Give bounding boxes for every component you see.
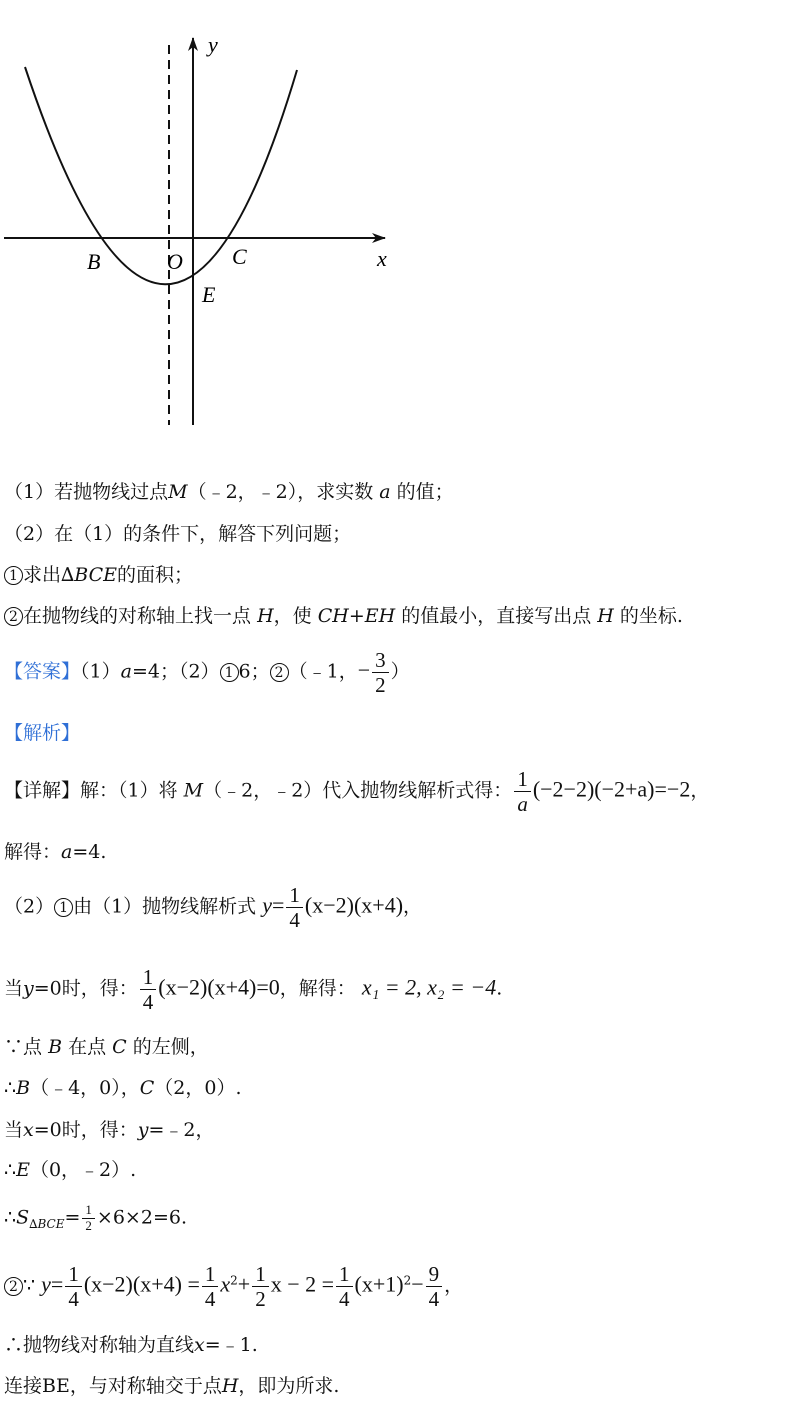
x-zero-line: 当x=0时，得：y=﹣2， <box>4 1119 215 1141</box>
question-1: （1）若抛物线过点M（﹣2，﹣2），求实数 a 的值； <box>4 481 454 503</box>
answer-tag: 【答案】 <box>4 660 81 683</box>
area-line: $\therefore S_{\Delta BCE}=$ $\frac{1}{2}$ ×6×2=6. <box>4 1202 187 1233</box>
vertex-form-line: 2 ∵ y= $\frac{1}{4}$ (x−2)(x+4) = $\frac{1}{4}$ $x^2+$ $\frac{1}{2}$ x − 2 = $\frac{1}{4}$ $(x+1)^2-$ $\frac{9}{4}$ ， <box>4 1262 463 1311</box>
fraction: $\frac{1}{4}$ <box>140 965 157 1014</box>
parabola-graph <box>0 0 404 440</box>
circled-number: 2 <box>4 1277 23 1296</box>
fraction: $\frac{1}{a}$ <box>514 767 531 816</box>
b-c-coords-line: ∴B（﹣4，0），C（2，0）. <box>4 1077 242 1099</box>
circled-number: 1 <box>220 663 239 682</box>
fraction: $\frac{1}{2}$ <box>82 1203 95 1234</box>
fraction: $\frac{1}{2}$ <box>252 1262 269 1311</box>
formula-line: （2） 1 由（1）抛物线解析式 y= $\frac{1}{4}$ (x−2)(x+4)， <box>4 883 423 933</box>
question-2-part-2: 2 在抛物线的对称轴上找一点 H，使 CH+EH 的值最小，直接写出点 H 的坐标. <box>4 607 683 626</box>
answer-line: 【答案】（1）a=4；（2） 1 6； 2 （﹣1，− $\frac{3}{2}$ ） <box>4 648 410 698</box>
roots-line: 当y=0时，得： $\frac{1}{4}$ (x−2)(x+4)=0，解得： x₁ = 2, x₂ = −4. <box>4 965 503 1015</box>
circled-number: 1 <box>54 898 73 917</box>
fraction: $\frac{1}{4}$ <box>65 1262 82 1311</box>
question-2-part-1: 1 求出∆BCE的面积； <box>4 566 193 585</box>
e-coords-line: ∴E（0，﹣2）. <box>4 1159 137 1181</box>
solve-a-line: 解得：a=4. <box>4 841 107 863</box>
circled-number: 2 <box>270 663 289 682</box>
fraction: $\frac{1}{4}$ <box>336 1262 353 1311</box>
detail-tag: 【详解】 <box>4 779 81 802</box>
x-axis-label: x <box>377 246 387 271</box>
fraction: $\frac{9}{4}$ <box>426 1262 443 1311</box>
circled-number: 2 <box>4 607 23 626</box>
parabola-curve <box>25 67 297 284</box>
symmetry-axis-line: ∴抛物线对称轴为直线x=﹣1. <box>4 1334 258 1356</box>
point-e-label: E <box>202 282 216 307</box>
point-b-label: B <box>87 249 101 274</box>
detail-line: 【详解】解：（1）将 M（﹣2，﹣2）代入抛物线解析式得： $\frac{1}{a}$ (−2−2)(−2+a)=−2， <box>4 767 710 817</box>
point-c-label: C <box>232 244 247 269</box>
origin-label: O <box>167 249 183 274</box>
conclusion-line: 连接BE，与对称轴交于点H，即为所求. <box>4 1375 340 1397</box>
analysis-heading: 【解析】 <box>4 722 81 744</box>
b-left-of-c-line: ∵点 B 在点 C 的左侧， <box>4 1036 209 1058</box>
y-axis-label: y <box>208 32 218 57</box>
fraction: $\frac{1}{4}$ <box>202 1262 219 1311</box>
circled-number: 1 <box>4 566 23 585</box>
fraction: $\frac{1}{4}$ <box>286 883 303 932</box>
fraction: $\frac{3}{2}$ <box>372 648 389 697</box>
question-2: （2）在（1）的条件下，解答下列问题； <box>4 523 352 545</box>
